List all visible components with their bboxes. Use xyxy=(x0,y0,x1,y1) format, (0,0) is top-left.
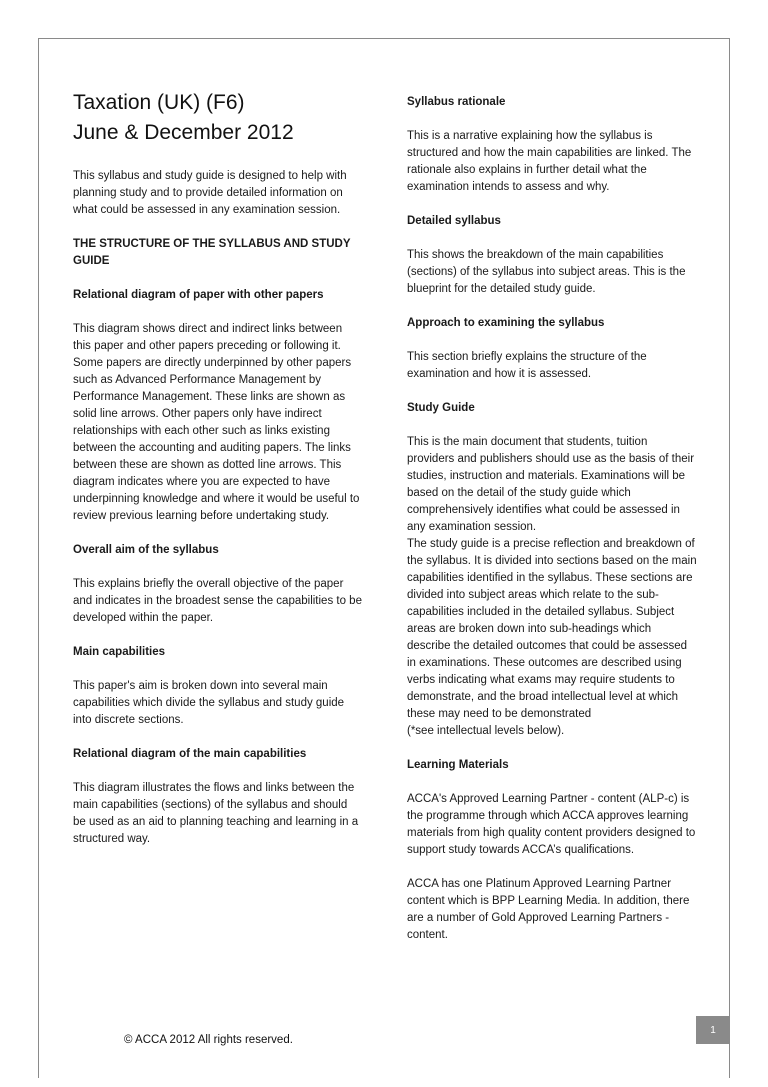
overall-text: This explains briefly the overall objective of the paper and indicates in the broadest sense the capabilities to be developed within the paper. xyxy=(73,578,362,624)
approach-heading: Approach to examining the syllabus xyxy=(407,317,605,329)
relational-heading: Relational diagram of paper with other papers xyxy=(73,289,324,301)
page-title: Taxation (UK) (F6) xyxy=(73,91,245,114)
intro-text: This syllabus and study guide is designed to help with planning study and to provide detailed information on what could be assessed in any examination session. xyxy=(73,170,347,216)
study-heading: Study Guide xyxy=(407,402,475,414)
rationale-heading: Syllabus rationale xyxy=(407,96,506,108)
study-text-3: (*see intellectual levels below). xyxy=(407,725,565,737)
learning-text-1: ACCA's Approved Learning Partner - content (ALP-c) is the programme through which ACCA approves learning materials from high quality content providers designed to support study towards ACCA’s qualifications. xyxy=(407,793,696,856)
left-column xyxy=(73,88,363,865)
copyright-footer: © ACCA 2012 All rights reserved. xyxy=(124,1034,293,1046)
study-text-2: The study guide is a precise reflection and breakdown of the syllabus. It is divided into sections based on the main capabilities identified in the syllabus. These sections are divided into subject areas which relate to the sub-capabilities included in the detailed syllabus. Subject areas are broken down into sub-headings which describe the detailed outcomes that could be assessed in examinations. These outcomes are described using verbs indicating what exams may require students to demonstrate, and the broad intellectual level at which these may need to be demonstrated xyxy=(407,538,697,720)
right-column xyxy=(407,94,697,961)
page-subtitle: June & December 2012 xyxy=(73,121,294,144)
main-heading: Main capabilities xyxy=(73,646,166,658)
approach-text: This section briefly explains the structure of the examination and how it is assessed. xyxy=(407,351,647,380)
relational-text: This diagram shows direct and indirect links between this paper and other papers preceding or following it. Some papers are directly underpinned by other papers such as Advanced Performance Management by Performance Management. These links are shown as solid line arrows. Other papers only have indirect relationships with each other such as links existing between the accounting and auditing papers. The links between these are shown as dotted line arrows. This diagram indicates where you are expected to have underpinning knowledge and where it would be useful to review previous learning before undertaking study. xyxy=(73,323,360,522)
page-number: 1 xyxy=(696,1016,730,1044)
relmain-text: This diagram illustrates the flows and links between the main capabilities (sections) of the syllabus and should be used as an aid to planning teaching and learning in a structured way. xyxy=(73,782,359,845)
learning-heading: Learning Materials xyxy=(407,759,509,771)
learning-text-2: ACCA has one Platinum Approved Learning Partner content which is BPP Learning Media. In addition, there are a number of Gold Approved Learning Partners - content. xyxy=(407,878,690,941)
detailed-text: This shows the breakdown of the main capabilities (sections) of the syllabus into subject areas. This is the blueprint for the detailed study guide. xyxy=(407,249,686,295)
main-text: This paper's aim is broken down into several main capabilities which divide the syllabus and study guide into discrete sections. xyxy=(73,680,345,726)
relmain-heading: Relational diagram of the main capabilities xyxy=(73,748,307,760)
study-text-1: This is the main document that students, tuition providers and publishers should use as the basis of their studies, instruction and materials. Examinations will be based on the detail of the study guide which comprehensively identifies what could be assessed in any examination session. xyxy=(407,436,695,533)
detailed-heading: Detailed syllabus xyxy=(407,215,501,227)
structure-heading: THE STRUCTURE OF THE SYLLABUS AND STUDY GUIDE xyxy=(73,238,351,267)
overall-heading: Overall aim of the syllabus xyxy=(73,544,219,556)
rationale-text: This is a narrative explaining how the syllabus is structured and how the main capabilities are linked. The rationale also explains in further detail what the examination intends to assess and why. xyxy=(407,130,692,193)
